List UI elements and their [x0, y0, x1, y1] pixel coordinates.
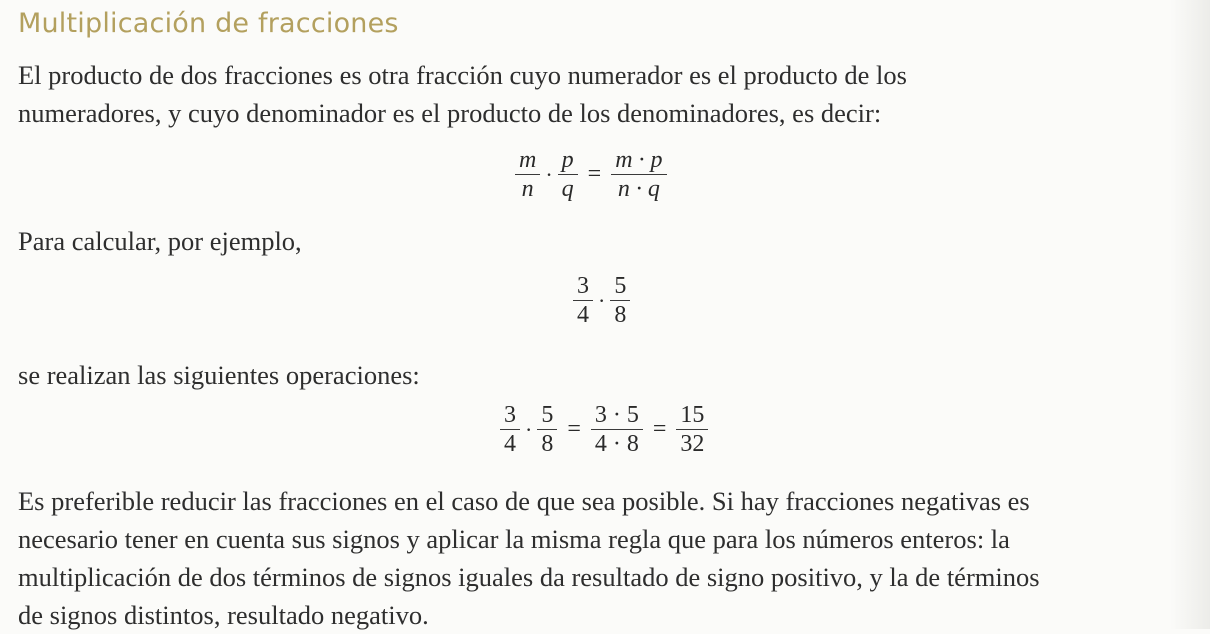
denominator: 8: [541, 431, 554, 458]
numerator: 3: [504, 402, 516, 428]
numerator: 5: [541, 402, 554, 428]
denominator: q: [561, 176, 574, 203]
fraction-5-over-8: [537, 401, 557, 458]
sign-rule-paragraph: [18, 482, 1040, 634]
denominator: 32: [680, 431, 705, 458]
equals-sign: =: [567, 416, 581, 443]
multiply-dot: ·: [545, 161, 553, 187]
denominator: 8: [614, 302, 627, 329]
denominator: n: [521, 176, 534, 203]
definition-paragraph: [18, 56, 907, 132]
denominator: 4 · 8: [594, 431, 639, 458]
general-formula: [512, 146, 670, 203]
fraction-3-over-4: [573, 272, 593, 329]
numerator: 15: [680, 402, 705, 428]
denominator: n · q: [617, 176, 660, 203]
fraction-15-over-32: [676, 401, 708, 458]
section-title: Multiplicación de fracciones: [18, 8, 399, 39]
multiply-dot: ·: [598, 287, 606, 313]
sign-rule-line-4: de signos distintos, resultado negativo.: [18, 600, 429, 630]
fraction-3-over-4: [500, 401, 520, 458]
numerator: 3 · 5: [594, 402, 639, 428]
equals-sign: =: [587, 161, 602, 188]
page-edge-shadow: [1170, 0, 1210, 629]
numerator: m · p: [615, 147, 663, 173]
definition-line-2: numeradores, y cuyo denominador es el producto de los denominadores, es decir:: [18, 98, 882, 128]
worked-formula: [497, 401, 711, 458]
equals-sign: =: [652, 416, 667, 443]
denominator: 4: [577, 302, 589, 329]
fraction-m-over-n: [515, 146, 540, 203]
fraction-3x5-over-4x8: [591, 401, 643, 458]
denominator: 4: [504, 431, 516, 458]
fraction-5-over-8: [610, 272, 630, 329]
numerator: 3: [577, 273, 589, 299]
operations-intro: se realizan las siguientes operaciones:: [18, 360, 420, 390]
numerator: m: [519, 147, 537, 173]
numerator: p: [561, 147, 574, 173]
sign-rule-line-1: Es preferible reducir las fracciones en el caso de que sea posible. Si hay fracciones negativas es: [18, 486, 1030, 516]
numerator: 5: [614, 273, 627, 299]
sign-rule-line-2: necesario tener en cuenta sus signos y aplicar la misma regla que para los números enteros: la: [18, 524, 1010, 554]
sign-rule-line-3: multiplicación de dos términos de signos iguales da resultado de signo positivo, y la de términos: [18, 562, 1040, 592]
definition-line-1: El producto de dos fracciones es otra fracción cuyo numerador es el producto de los: [18, 60, 907, 90]
fraction-product: [611, 146, 666, 203]
example-intro: Para calcular, por ejemplo,: [18, 226, 302, 256]
multiply-dot: ·: [525, 416, 533, 442]
fraction-p-over-q: [558, 146, 578, 203]
example-formula: [570, 272, 633, 329]
